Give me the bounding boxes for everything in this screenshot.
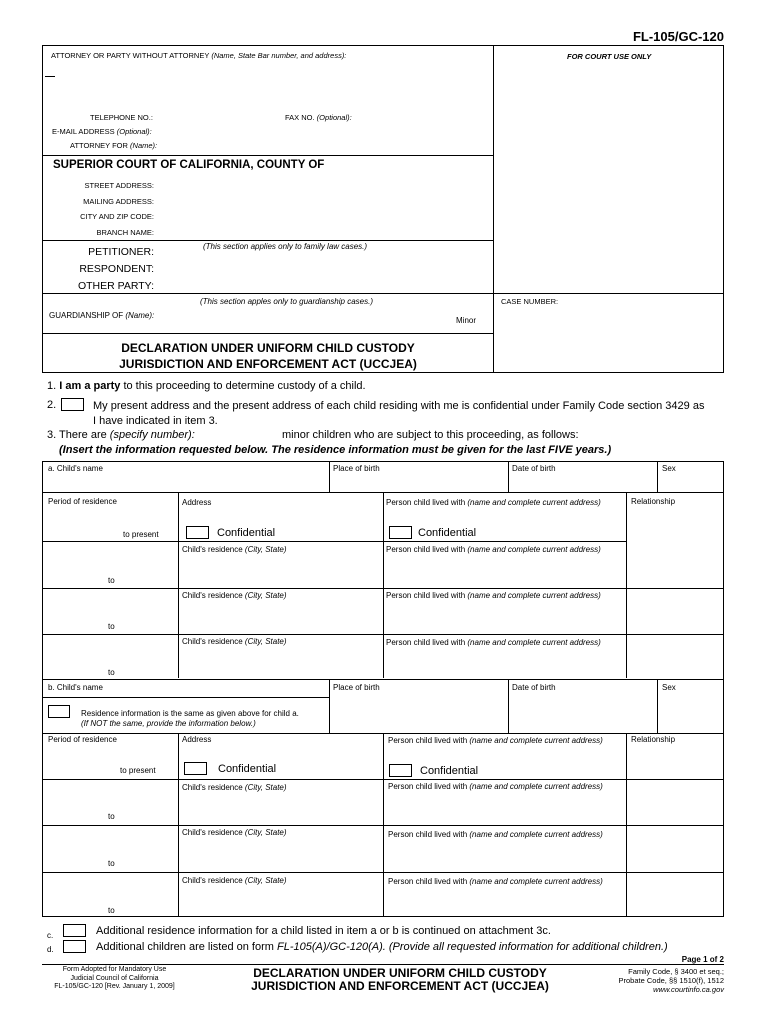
to-label: to (108, 812, 115, 821)
child-b-address-label: Address (182, 735, 212, 744)
child-b-period-from-4[interactable] (46, 886, 174, 900)
childs-residence-label: Child's residence (City, State) (182, 783, 287, 792)
child-a-relationship-1[interactable] (630, 512, 720, 540)
petitioner-label: PETITIONER: (88, 246, 154, 258)
to-present-label: to present (123, 530, 159, 539)
child-b-relationship-4[interactable] (630, 886, 720, 914)
page-number: Page 1 of 2 (681, 955, 724, 964)
childs-residence-label: Child's residence (City, State) (182, 637, 287, 646)
item-d-label: d. (47, 945, 54, 954)
fax-label: FAX NO. (Optional): (285, 113, 352, 122)
respondent-label: RESPONDENT: (79, 263, 154, 275)
child-b-pob-field[interactable] (332, 694, 505, 730)
item-2-text: My present address and the present address of each child residing with me is confidential under Family Code section 3429 as I have indicated in item 3. (93, 400, 705, 427)
child-a-dob-label: Date of birth (512, 464, 556, 473)
attorney-name-field[interactable] (44, 62, 490, 108)
guardianship-label: GUARDIANSHIP OF (Name): (49, 311, 155, 320)
child-a-sex-field[interactable] (660, 474, 720, 490)
child-b-period-from-1[interactable] (46, 750, 174, 764)
item-3-note: (Insert the information requested below. The residence information must be given for the last FIVE years.) (59, 444, 612, 456)
confidential-label: Confidential (217, 527, 276, 539)
person-lived-label: Person child lived with (name and complete current address) (388, 782, 603, 791)
respondent-field[interactable] (160, 263, 490, 275)
person-lived-label: Person child lived with (name and complete current address) (388, 830, 603, 839)
children-count-field[interactable] (200, 428, 275, 441)
item-c-label: c. (47, 931, 54, 940)
child-a-relationship-2[interactable] (630, 556, 720, 584)
childs-residence-label: Child's residence (City, State) (182, 876, 287, 885)
confidential-label: Confidential (420, 765, 479, 777)
child-a-person-confidential-checkbox[interactable] (389, 526, 412, 539)
item-c-text: Additional residence information for a child listed in item a or b is continued on attachment 3c. (96, 925, 551, 937)
child-a-relationship-4[interactable] (630, 648, 720, 676)
person-lived-label: Person child lived with (name and complete current address) (386, 591, 601, 600)
child-b-same-checkbox[interactable] (48, 705, 70, 718)
child-a-period-from-1[interactable] (46, 512, 174, 526)
childs-residence-label: Child's residence (City, State) (182, 828, 287, 837)
branch-label: BRANCH NAME: (96, 228, 154, 237)
county-field[interactable] (322, 158, 490, 172)
child-b-relationship-2[interactable] (630, 794, 720, 822)
to-label: to (108, 576, 115, 585)
child-a-period-from-3[interactable] (46, 602, 174, 616)
child-a-period-label: Period of residence (48, 497, 117, 506)
child-b-period-from-2[interactable] (46, 794, 174, 808)
family-law-note: (This section applies only to family law cases.) (203, 242, 368, 251)
courtinfo-link[interactable]: www.courtinfo.ca.gov (653, 985, 724, 994)
child-a-dob-field[interactable] (511, 474, 654, 490)
child-a-pob-label: Place of birth (333, 464, 380, 473)
to-present-label: to present (120, 766, 156, 775)
confidential-label: Confidential (418, 527, 477, 539)
attorney-for-field[interactable] (160, 138, 490, 150)
confidential-label: Confidential (218, 763, 277, 775)
street-label: STREET ADDRESS: (84, 181, 154, 190)
footer-title: DECLARATION UNDER UNIFORM CHILD CUSTODY JURISDICTION AND ENFORCEMENT ACT (UCCJEA) (251, 966, 549, 993)
guardianship-note: (This section apples only to guardianship cases.) (200, 297, 373, 306)
attorney-label: ATTORNEY OR PARTY WITHOUT ATTORNEY (Name, State Bar number, and address): (51, 51, 347, 60)
child-b-person-label: Person child lived with (name and complete current address) (388, 736, 603, 745)
other-party-label: OTHER PARTY: (77, 280, 154, 292)
to-label: to (108, 906, 115, 915)
email-field[interactable] (160, 124, 490, 136)
telephone-field[interactable] (160, 110, 280, 122)
child-b-sex-label: Sex (662, 683, 676, 692)
child-a-period-from-4[interactable] (46, 648, 174, 662)
child-a-name-field[interactable] (46, 474, 326, 490)
child-a-relationship-3[interactable] (630, 602, 720, 630)
street-field[interactable] (160, 178, 490, 190)
child-b-same-text: Residence information is the same as given above for child a. (If NOT the same, provide the information below.) (81, 709, 299, 728)
person-lived-label: Person child lived with (name and complete current address) (386, 638, 601, 647)
to-label: to (108, 622, 115, 631)
child-a-pob-field[interactable] (332, 474, 505, 490)
child-a-address-confidential-checkbox[interactable] (186, 526, 209, 539)
child-a-sex-label: Sex (662, 464, 676, 473)
child-a-relationship-label: Relationship (631, 497, 676, 506)
child-b-relationship-label: Relationship (631, 735, 676, 744)
childs-residence-label: Child's residence (City, State) (182, 591, 287, 600)
item-2-checkbox[interactable] (61, 398, 84, 411)
mailing-label: MAILING ADDRESS: (83, 197, 154, 206)
attorney-for-label: ATTORNEY FOR (Name): (70, 141, 158, 150)
child-a-address-label: Address (182, 498, 212, 507)
to-label: to (108, 668, 115, 677)
child-a-name-label: a. Child's name (48, 464, 103, 473)
court-title: SUPERIOR COURT OF CALIFORNIA, COUNTY OF (53, 159, 325, 171)
to-label: to (108, 859, 115, 868)
item-d-checkbox[interactable] (63, 940, 86, 953)
child-b-period-from-3[interactable] (46, 840, 174, 854)
item-3-lead: 3. There are (specify number): (47, 429, 195, 441)
child-b-dob-label: Date of birth (512, 683, 556, 692)
child-b-dob-field[interactable] (511, 694, 654, 730)
branch-field[interactable] (160, 225, 490, 237)
item-c-checkbox[interactable] (63, 924, 86, 937)
person-lived-label: Person child lived with (name and complete current address) (386, 545, 601, 554)
childs-residence-label: Child's residence (City, State) (182, 545, 287, 554)
item-3-rest: minor children who are subject to this proceeding, as follows: (282, 429, 579, 441)
child-b-person-confidential-checkbox[interactable] (389, 764, 412, 777)
court-use-label: FOR COURT USE ONLY (567, 52, 652, 61)
fax-field[interactable] (355, 110, 490, 122)
child-b-pob-label: Place of birth (333, 683, 380, 692)
mailing-field[interactable] (160, 194, 490, 206)
child-a-person-label: Person child lived with (name and complete current address) (386, 498, 601, 507)
item-d-text: Additional children are listed on form FL-105(A)/GC-120(A). (Provide all requested information for additional children.) (96, 941, 668, 953)
person-lived-label: Person child lived with (name and complete current address) (388, 877, 603, 886)
child-b-name-field[interactable] (120, 681, 325, 695)
child-b-sex-field[interactable] (660, 694, 720, 730)
child-a-period-from-2[interactable] (46, 556, 174, 570)
other-party-field[interactable] (160, 280, 490, 292)
form-adopted: Form Adopted for Mandatory Use Judicial Council of California FL-105/GC-120 [Rev. January 1, 2009] (54, 966, 175, 990)
case-number-label: CASE NUMBER: (501, 297, 559, 306)
form-title: DECLARATION UNDER UNIFORM CHILD CUSTODY JURISDICTION AND ENFORCEMENT ACT (UCCJEA) (119, 341, 417, 371)
child-b-relationship-3[interactable] (630, 840, 720, 868)
child-b-period-label: Period of residence (48, 735, 117, 744)
item-2-number: 2. (47, 399, 57, 411)
city-zip-label: CITY AND ZIP CODE: (80, 212, 154, 221)
legal-codes: Family Code, § 3400 et seq.; Probate Code, §§ 1510(f), 1512 www.courtinfo.ca.gov (618, 967, 724, 994)
case-number-field[interactable] (497, 306, 721, 330)
guardianship-field[interactable] (160, 309, 450, 321)
email-label: E-MAIL ADDRESS (Optional): (52, 127, 152, 136)
child-b-address-confidential-checkbox[interactable] (184, 762, 207, 775)
telephone-label: TELEPHONE NO.: (90, 113, 153, 122)
item-1: 1. I am a party to this proceeding to determine custody of a child. (47, 380, 366, 392)
city-zip-field[interactable] (160, 209, 490, 221)
child-b-name-label: b. Child's name (48, 683, 103, 692)
child-b-relationship-1[interactable] (630, 750, 720, 778)
minor-label: Minor (456, 316, 477, 325)
form-id: FL-105/GC-120 (632, 29, 724, 44)
